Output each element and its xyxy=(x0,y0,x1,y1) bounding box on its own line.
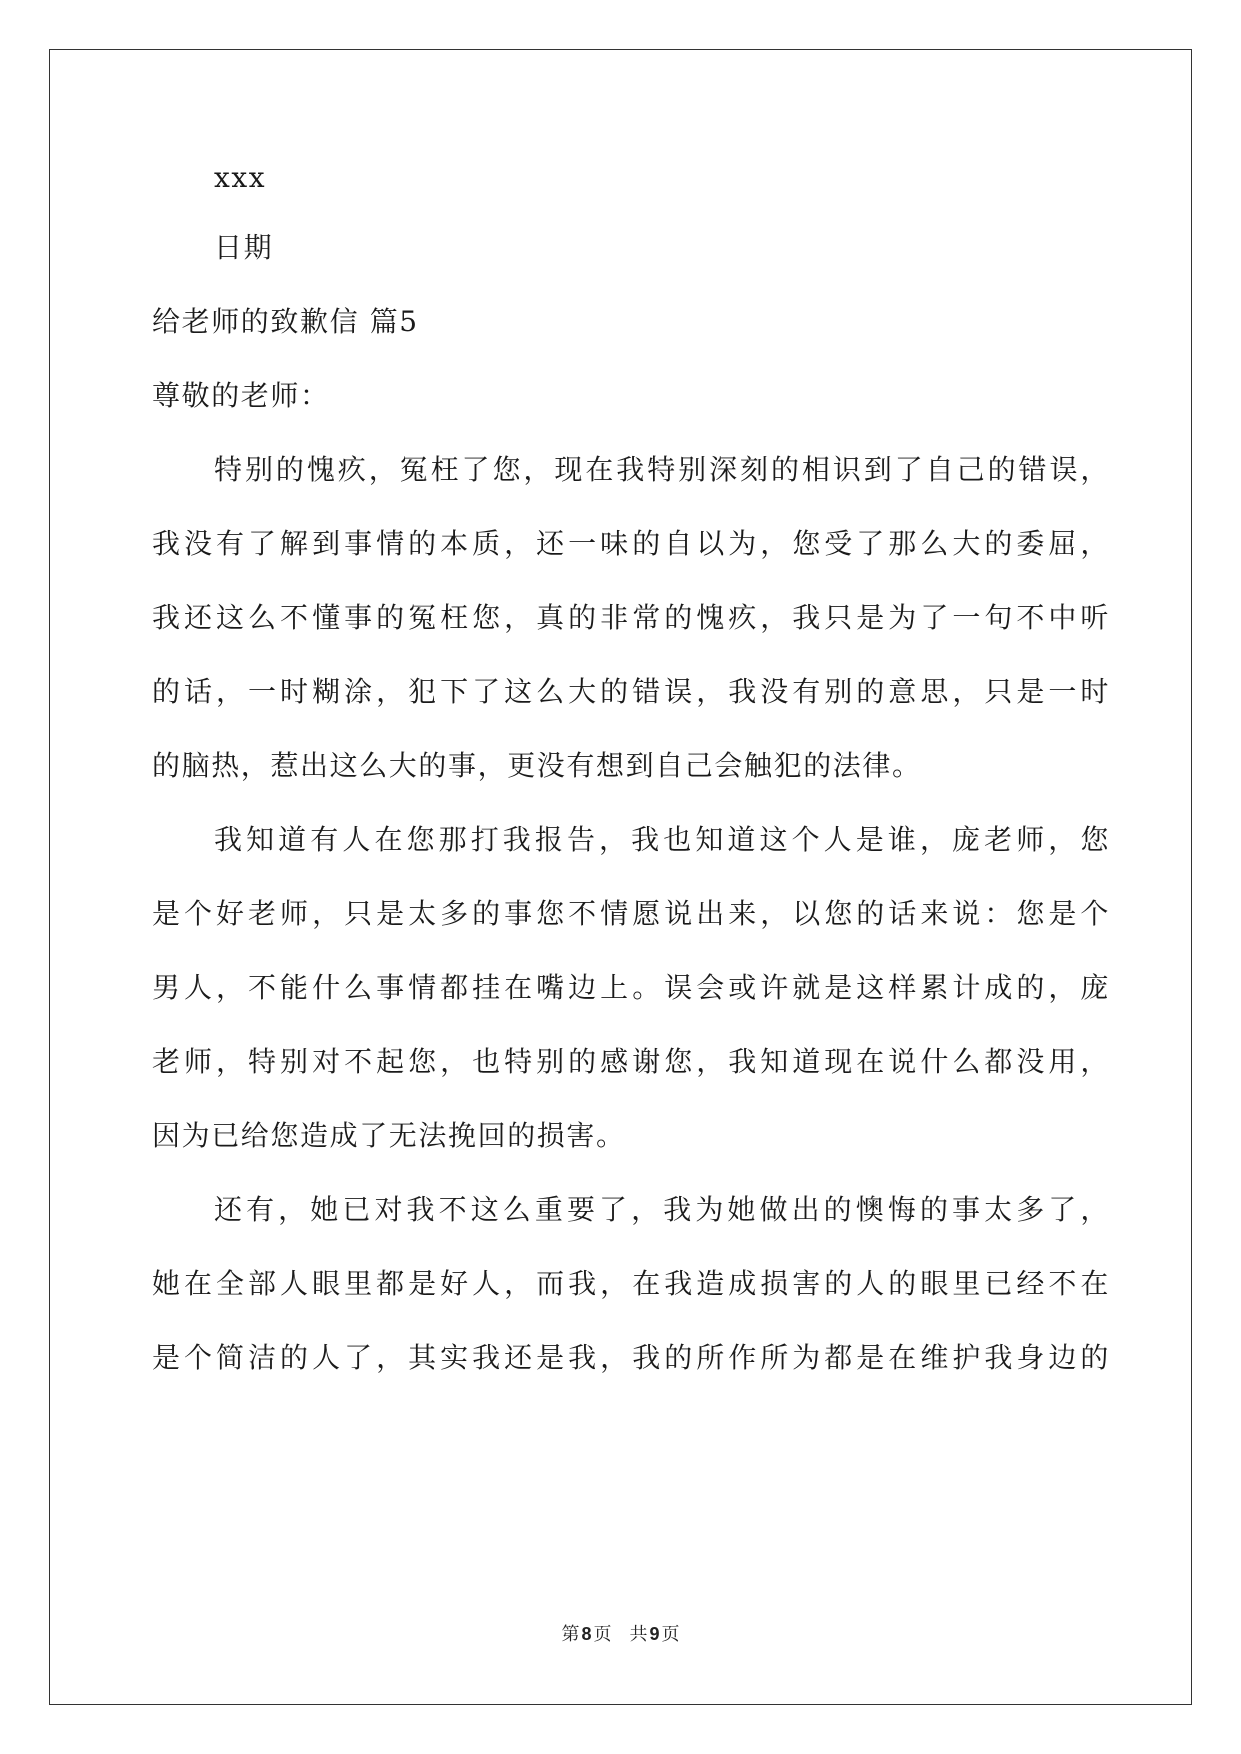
paragraph-1-line-2: 我没有了解到事情的本质，还一味的自以为，您受了那么大的委屈， xyxy=(152,527,1110,560)
paragraph-3-line-2: 她在全部人眼里都是好人，而我，在我造成损害的人的眼里已经不在 xyxy=(152,1267,1110,1300)
current-page-number: 8 xyxy=(581,1624,592,1644)
paragraph-1-line-1: 特别的愧疚，冤枉了您，现在我特别深刻的相识到了自己的错误， xyxy=(214,453,1110,486)
paragraph-3-line-1: 还有，她已对我不这么重要了，我为她做出的懊悔的事太多了， xyxy=(214,1193,1110,1226)
paragraph-2-line-2: 是个好老师，只是太多的事您不情愿说出来，以您的话来说：您是个 xyxy=(152,897,1110,930)
total-prefix: 共 xyxy=(629,1624,648,1645)
paragraph-1-line-5: 的脑热，惹出这么大的事，更没有想到自己会触犯的法律。 xyxy=(152,749,922,782)
paragraph-2-line-4: 老师，特别对不起您，也特别的感谢您，我知道现在说什么都没用， xyxy=(152,1045,1110,1078)
date-label: 日期 xyxy=(214,231,274,264)
page-footer xyxy=(0,1621,1241,1648)
paragraph-3-line-3: 是个简洁的人了，其实我还是我，我的所作所为都是在维护我身边的 xyxy=(152,1341,1110,1374)
total-suffix: 页 xyxy=(661,1624,680,1645)
signature: xxx xyxy=(214,161,267,194)
paragraph-2-line-1: 我知道有人在您那打我报告，我也知道这个人是谁，庞老师，您 xyxy=(214,823,1110,856)
page-prefix: 第 xyxy=(561,1624,580,1645)
letter-title: 给老师的致歉信 篇5 xyxy=(152,305,419,338)
page-border xyxy=(49,49,1192,1705)
paragraph-1-line-3: 我还这么不懂事的冤枉您，真的非常的愧疚，我只是为了一句不中听 xyxy=(152,601,1110,634)
total-pages-number: 9 xyxy=(649,1624,660,1644)
paragraph-2-line-3: 男人，不能什么事情都挂在嘴边上。误会或许就是这样累计成的，庞 xyxy=(152,971,1110,1004)
paragraph-2-line-5: 因为已给您造成了无法挽回的损害。 xyxy=(152,1119,626,1152)
salutation: 尊敬的老师： xyxy=(152,379,330,412)
page-suffix: 页 xyxy=(593,1624,612,1645)
paragraph-1-line-4: 的话，一时糊涂，犯下了这么大的错误，我没有别的意思，只是一时 xyxy=(152,675,1110,708)
